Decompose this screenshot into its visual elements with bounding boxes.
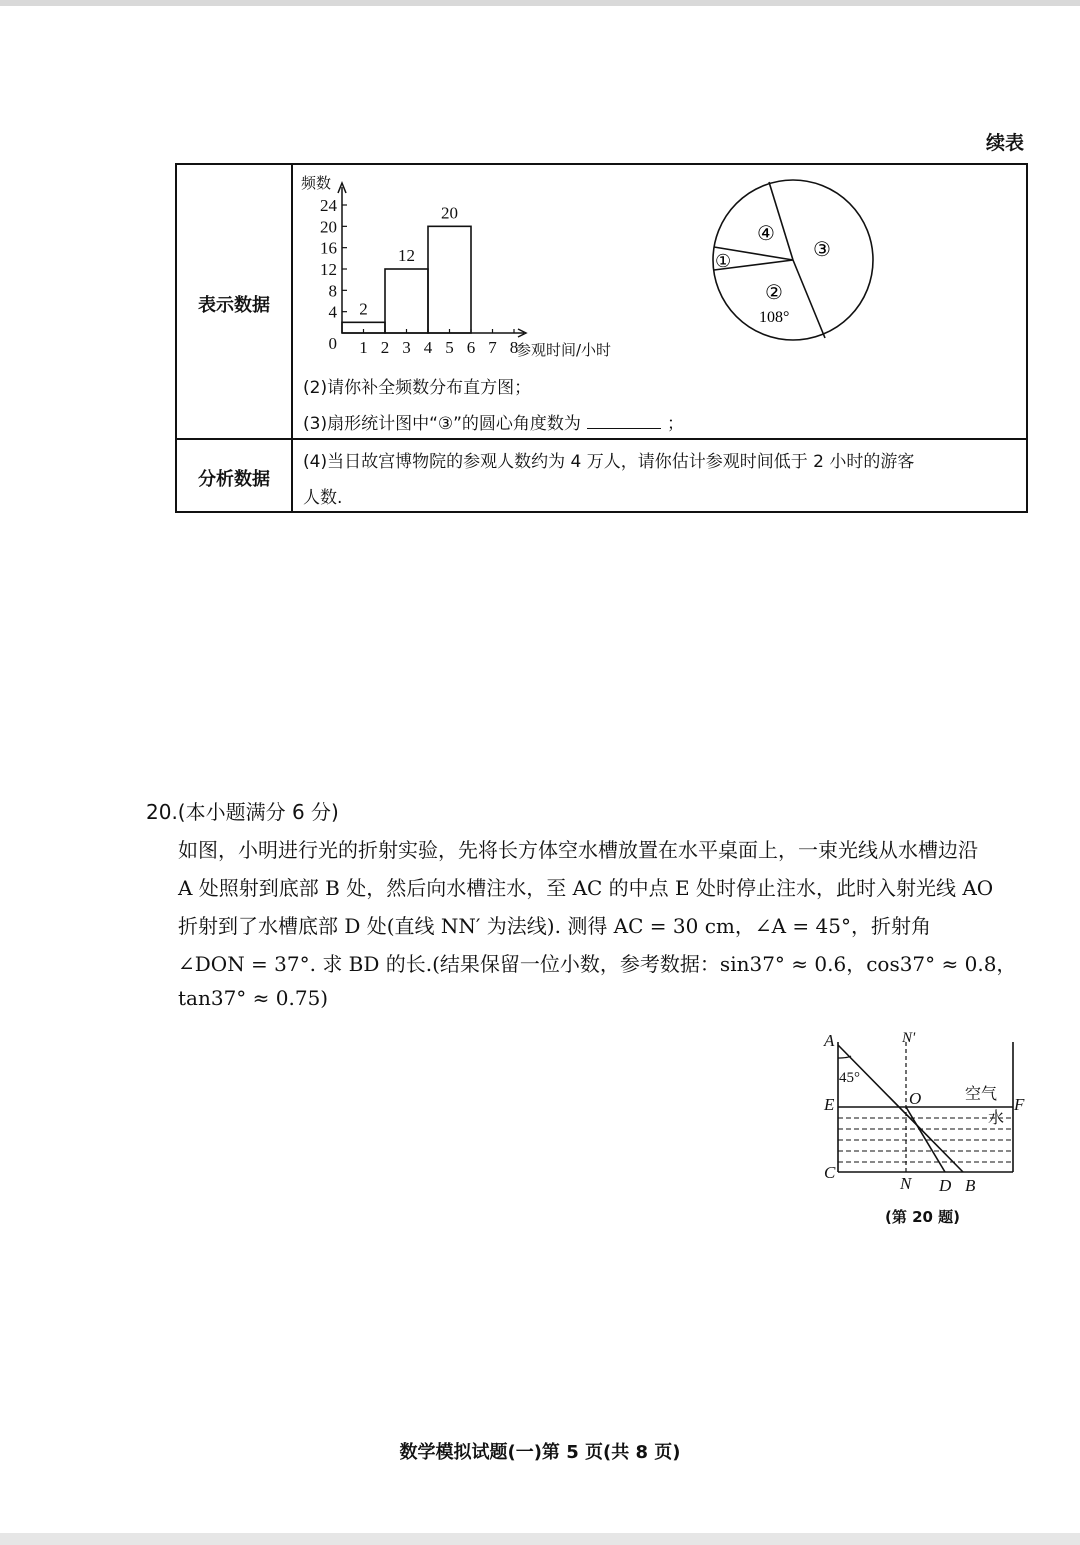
x-tick-label: 4 xyxy=(423,338,433,357)
problem-20-head: 20.(本小题满分 6 分) xyxy=(146,800,339,824)
problem-20-line-4: ∠DON = 37°. 求 BD 的长.(结果保留一位小数，参考数据：sin37° ≈ 0.6，cos37° ≈ 0.8， xyxy=(178,952,1017,976)
label-C: C xyxy=(824,1163,836,1182)
pie-slice-angle-2: 108° xyxy=(759,309,790,326)
label-angle-45: 45° xyxy=(839,1070,860,1086)
x-tick-label: 8 xyxy=(509,338,519,357)
label-O: O xyxy=(909,1089,922,1108)
row-label-represent: 表示数据 xyxy=(198,295,270,316)
scan-top-edge xyxy=(0,0,1080,6)
x-tick-label: 3 xyxy=(402,338,411,357)
y-axis-label: 频数 xyxy=(301,174,332,192)
y-tick-label: 12 xyxy=(320,260,337,279)
pie-slice-label-3: ③ xyxy=(813,237,831,261)
label-F: F xyxy=(1014,1095,1025,1114)
y-tick-label: 4 xyxy=(328,302,337,322)
y-tick-label: 24 xyxy=(320,196,337,215)
label-N: N xyxy=(900,1174,912,1193)
question-3-text: (3)扇形统计图中“③”的圆心角度数为 xyxy=(303,414,581,434)
label-air: 空气 xyxy=(965,1084,998,1103)
label-D: D xyxy=(939,1176,952,1195)
x-tick-label: 5 xyxy=(445,338,454,357)
bar-value-label: 12 xyxy=(398,246,415,265)
pie-radius-2-3 xyxy=(793,260,825,338)
scan-bottom-edge xyxy=(0,1533,1080,1545)
problem-20-line-5: tan37° ≈ 0.75) xyxy=(178,986,329,1010)
x-tick-label: 2 xyxy=(380,338,390,357)
page-footer: 数学模拟试题(一)第 5 页(共 8 页) xyxy=(399,1442,681,1463)
continued-label: 续表 xyxy=(986,132,1025,154)
question-3 xyxy=(303,409,684,434)
label-A: A xyxy=(824,1031,835,1050)
x-tick-label: 7 xyxy=(488,338,497,357)
question-3-end: ； xyxy=(666,414,684,434)
label-water: 水 xyxy=(988,1108,1005,1127)
question-4-line-1: (4)当日故宫博物院的参观人数约为 4 万人，请你估计参观时间低于 2 小时的游客 xyxy=(303,452,915,472)
table-row-divider xyxy=(177,438,1026,440)
histogram-bar xyxy=(428,226,471,333)
refraction-figure xyxy=(815,1022,1035,1202)
frequency-histogram xyxy=(295,170,645,365)
answer-blank xyxy=(587,414,661,429)
label-B: B xyxy=(965,1176,976,1195)
x-tick-label: 1 xyxy=(359,338,368,357)
x-axis-label: 参观时间/小时 xyxy=(516,341,612,359)
problem-20-line-2: A 处照射到底部 B 处，然后向水槽注水，至 AC 的中点 E 处时停止注水，此时入射光线 AO xyxy=(178,876,994,900)
row-label-analyze: 分析数据 xyxy=(198,469,270,490)
pie-slice-label-2: ② xyxy=(765,280,783,304)
table-column-divider xyxy=(291,165,293,511)
problem-20-line-3: 折射到了水槽底部 D 处(直线 NN′ 为法线). 测得 AC = 30 cm，∠A = 45°，折射角 xyxy=(178,914,931,938)
y-tick-label: 0 xyxy=(328,334,337,353)
label-E: E xyxy=(824,1095,835,1114)
question-4-line-2: 人数. xyxy=(303,488,343,508)
problem-20-line-1: 如图，小明进行光的折射实验，先将长方体空水槽放置在水平桌面上，一束光线从水槽边沿 xyxy=(178,838,978,862)
bar-value-label: 2 xyxy=(359,299,368,319)
y-tick-label: 16 xyxy=(320,238,337,258)
bar-value-label: 20 xyxy=(441,203,458,223)
pie-chart xyxy=(705,178,881,354)
angle-arc xyxy=(838,1056,851,1058)
pie-slice-label-1: ① xyxy=(715,251,732,272)
histogram-bar xyxy=(385,269,428,333)
pie-slice-label-4: ④ xyxy=(757,221,775,245)
question-2: (2)请你补全频数分布直方图； xyxy=(303,378,532,398)
x-tick-label: 6 xyxy=(466,338,476,357)
y-tick-label: 20 xyxy=(320,217,337,237)
y-tick-label: 8 xyxy=(328,281,337,301)
figure-caption: (第 20 题) xyxy=(885,1208,961,1226)
light-ray-AB xyxy=(838,1045,963,1172)
label-N-prime: N' xyxy=(902,1030,916,1046)
